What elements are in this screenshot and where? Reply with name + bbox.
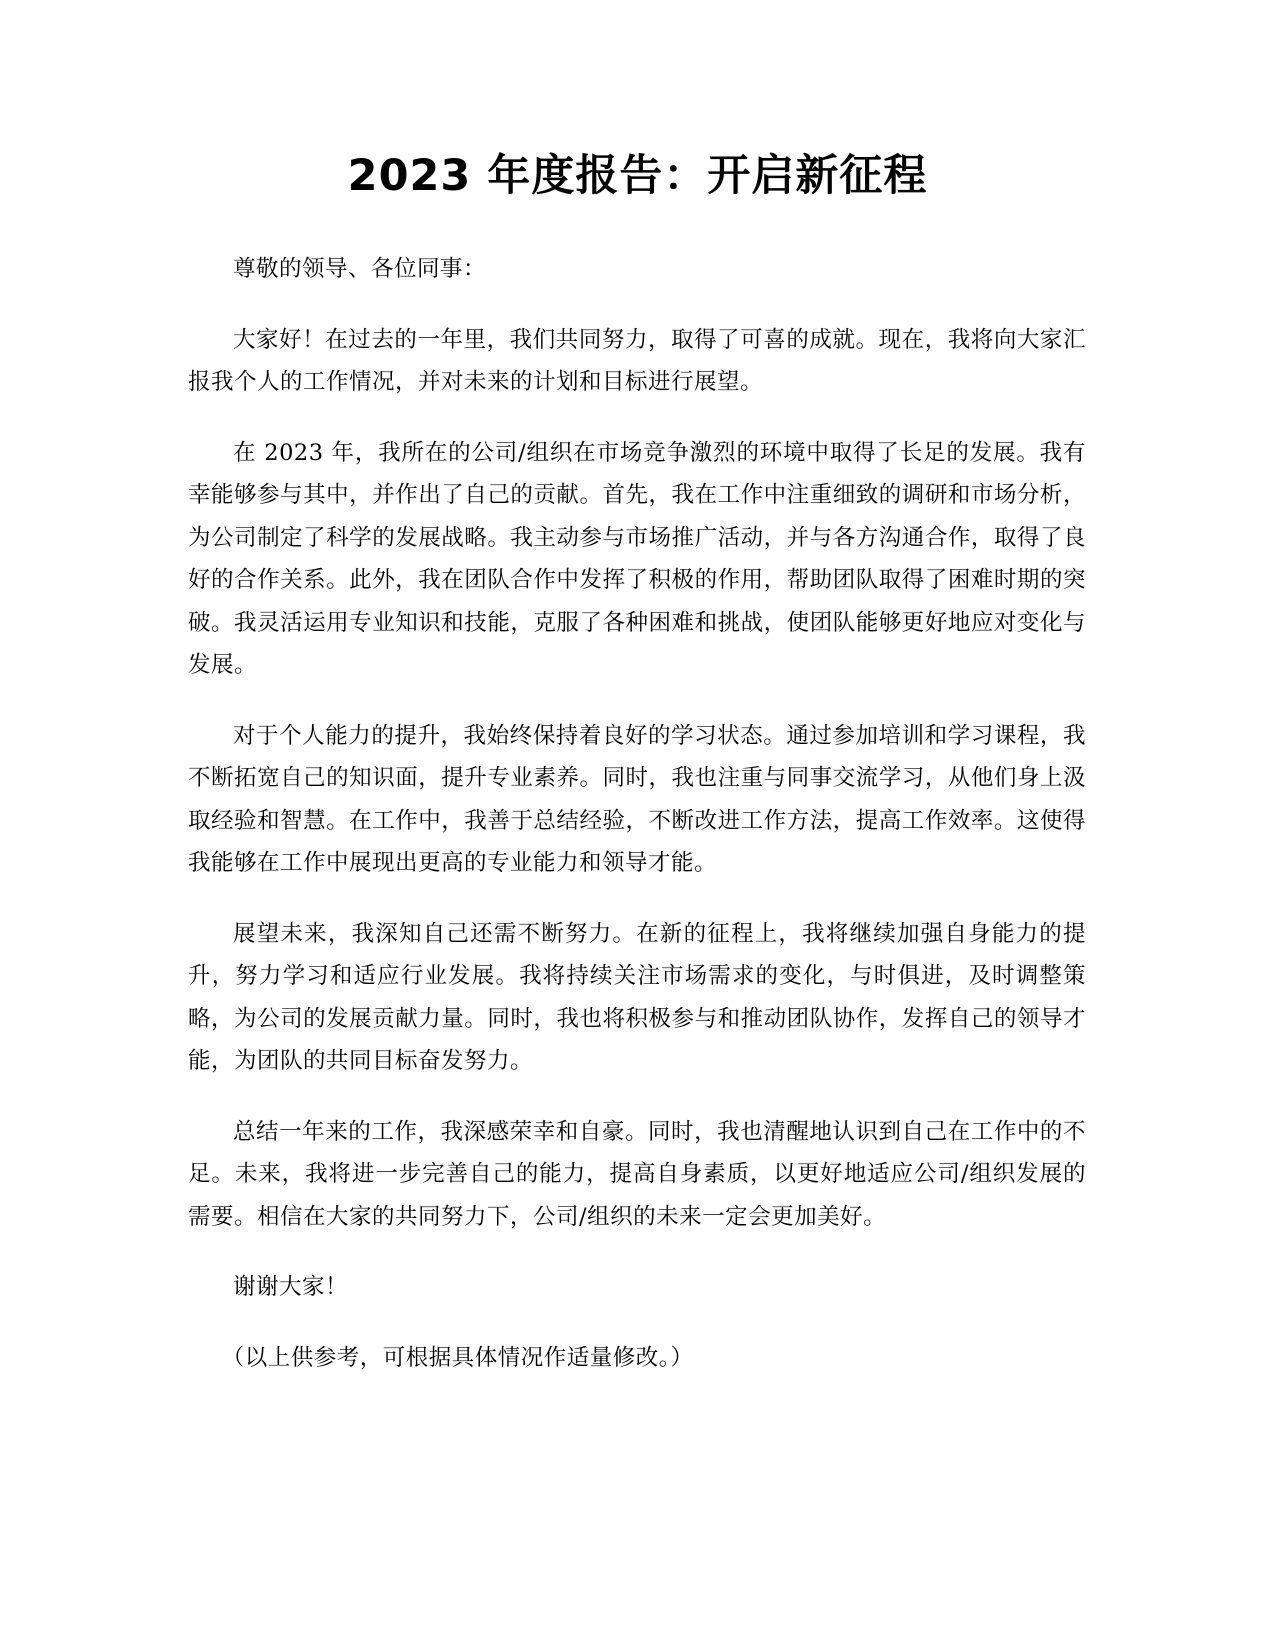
closing: 谢谢大家！ bbox=[233, 1274, 349, 1300]
paragraph-outlook: 展望未来，我深知自己还需不断努力。在新的征程上，我将继续加强自身能力的提升，努力学习和适应行业发展。我将持续关注市场需求的变化，与时俱进，及时调整策略，为公司的发展贡献力量。同时，我也将积极参与和推动团队协作，发挥自己的领导才能，为团队的共同目标奋发努力。 bbox=[188, 920, 1086, 1074]
document-body bbox=[188, 248, 1086, 1407]
reference-note: （以上供参考，可根据具体情况作适量修改。） bbox=[221, 1344, 694, 1371]
paragraph-achievements: 在 2023 年，我所在的公司/组织在市场竞争激烈的环境中取得了长足的发展。我有幸能够参与其中，并作出了自己的贡献。首先，我在工作中注重细致的调研和市场分析，为公司制定了科学的发展战略。我主动参与市场推广活动，并与各方沟通合作，取得了良好的合作关系。此外，我在团队合作中发挥了积极的作用，帮助团队取得了困难时期的突破。我灵活运用专业知识和技能，克服了各种困难和挑战，使团队能够更好地应对变化与发展。 bbox=[188, 439, 1086, 678]
document-title: 2023 年度报告：开启新征程 bbox=[347, 151, 928, 201]
paragraph-summary: 总结一年来的工作，我深感荣幸和自豪。同时，我也清醒地认识到自己在工作中的不足。未来，我将进一步完善自己的能力，提高自身素质，以更好地适应公司/组织发展的需要。相信在大家的共同努力下，公司/组织的未来一定会更加美好。 bbox=[188, 1118, 1086, 1230]
salutation: 尊敬的领导、各位同事： bbox=[233, 256, 487, 282]
paragraph-growth: 对于个人能力的提升，我始终保持着良好的学习状态。通过参加培训和学习课程，我不断拓宽自己的知识面，提升专业素养。同时，我也注重与同事交流学习，从他们身上汲取经验和智慧。在工作中，我善于总结经验，不断改进工作方法，提高工作效率。这使得我能够在工作中展现出更高的专业能力和领导才能。 bbox=[188, 722, 1086, 876]
paragraph-greeting: 大家好！在过去的一年里，我们共同努力，取得了可喜的成就。现在，我将向大家汇报我个人的工作情况，并对未来的计划和目标进行展望。 bbox=[188, 326, 1086, 395]
